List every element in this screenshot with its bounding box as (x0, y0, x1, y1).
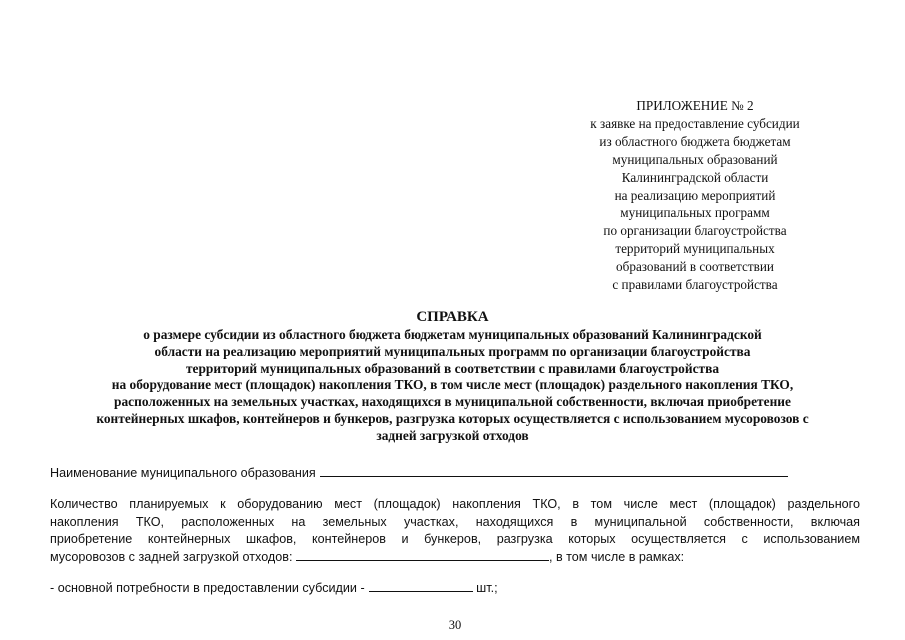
paragraph-last-line (50, 549, 860, 567)
appendix-line: из областного бюджета бюджетам (599, 133, 791, 149)
municipality-label: Наименование муниципального образования (50, 466, 316, 480)
quantity-label: мусоровозов с задней загрузкой отходов: (50, 549, 293, 564)
need-label: - основной потребности в предоставлении субсидии - (50, 581, 365, 595)
appendix-line: муниципальных программ (620, 205, 770, 221)
appendix-line: к заявке на предоставление субсидии (590, 115, 800, 131)
municipality-field[interactable] (320, 465, 788, 477)
quantity-suffix: , в том числе в рамках: (548, 549, 685, 564)
title-line: территорий муниципальных образований в соответствии с правилами благоустройства (185, 360, 720, 376)
title-line: о размере субсидии из областного бюджета бюджетам муниципальных образований Калининградской (143, 327, 762, 342)
appendix-line: территорий муниципальных (615, 241, 775, 257)
title-line: на оборудование мест (площадок) накопления ТКО, в том числе мест (площадок) раздельного накопления ТКО, (111, 377, 794, 393)
need-quantity-field[interactable] (369, 580, 473, 592)
need-unit: шт.; (476, 581, 498, 595)
title-line: области на реализацию мероприятий муниципальных программ по организации благоустройства (154, 343, 751, 359)
title-heading: СПРАВКА (416, 309, 489, 325)
paragraph-line: приобретение контейнерных шкафов, контейнеров и бункеров, разгрузка которых осуществляется с использованием (50, 532, 860, 546)
title-line: задней загрузкой отходов (376, 427, 529, 443)
appendix-header (560, 97, 830, 294)
appendix-line: образований в соответствии (616, 259, 774, 275)
appendix-line: Калининградской области (621, 169, 769, 185)
document-title (40, 308, 865, 445)
municipality-row (50, 465, 860, 480)
appendix-line: муниципальных образований (612, 151, 778, 167)
quantity-paragraph (50, 496, 860, 566)
paragraph-line: Количество планируемых к оборудованию мест (площадок) накопления ТКО, в том числе мест (площадок) раздельного (50, 497, 860, 511)
quantity-field[interactable] (296, 549, 549, 561)
appendix-line: с правилами благоустройства (612, 277, 778, 293)
appendix-line: по организации благоустройства (603, 223, 787, 239)
page-number: 30 (448, 618, 462, 632)
appendix-line: на реализацию мероприятий (614, 187, 776, 203)
title-line: контейнерных шкафов, контейнеров и бункеров, разгрузка которых осуществляется с использованием мусоровозов с (96, 410, 809, 426)
title-line: расположенных на земельных участках, находящихся в муниципальной собственности, включая приобретение (114, 394, 791, 410)
paragraph-line: накопления ТКО, расположенных на земельных участках, находящихся в муниципальной собственности, включая (50, 514, 860, 529)
need-row (50, 580, 860, 595)
appendix-line: ПРИЛОЖЕНИЕ № 2 (636, 98, 754, 113)
